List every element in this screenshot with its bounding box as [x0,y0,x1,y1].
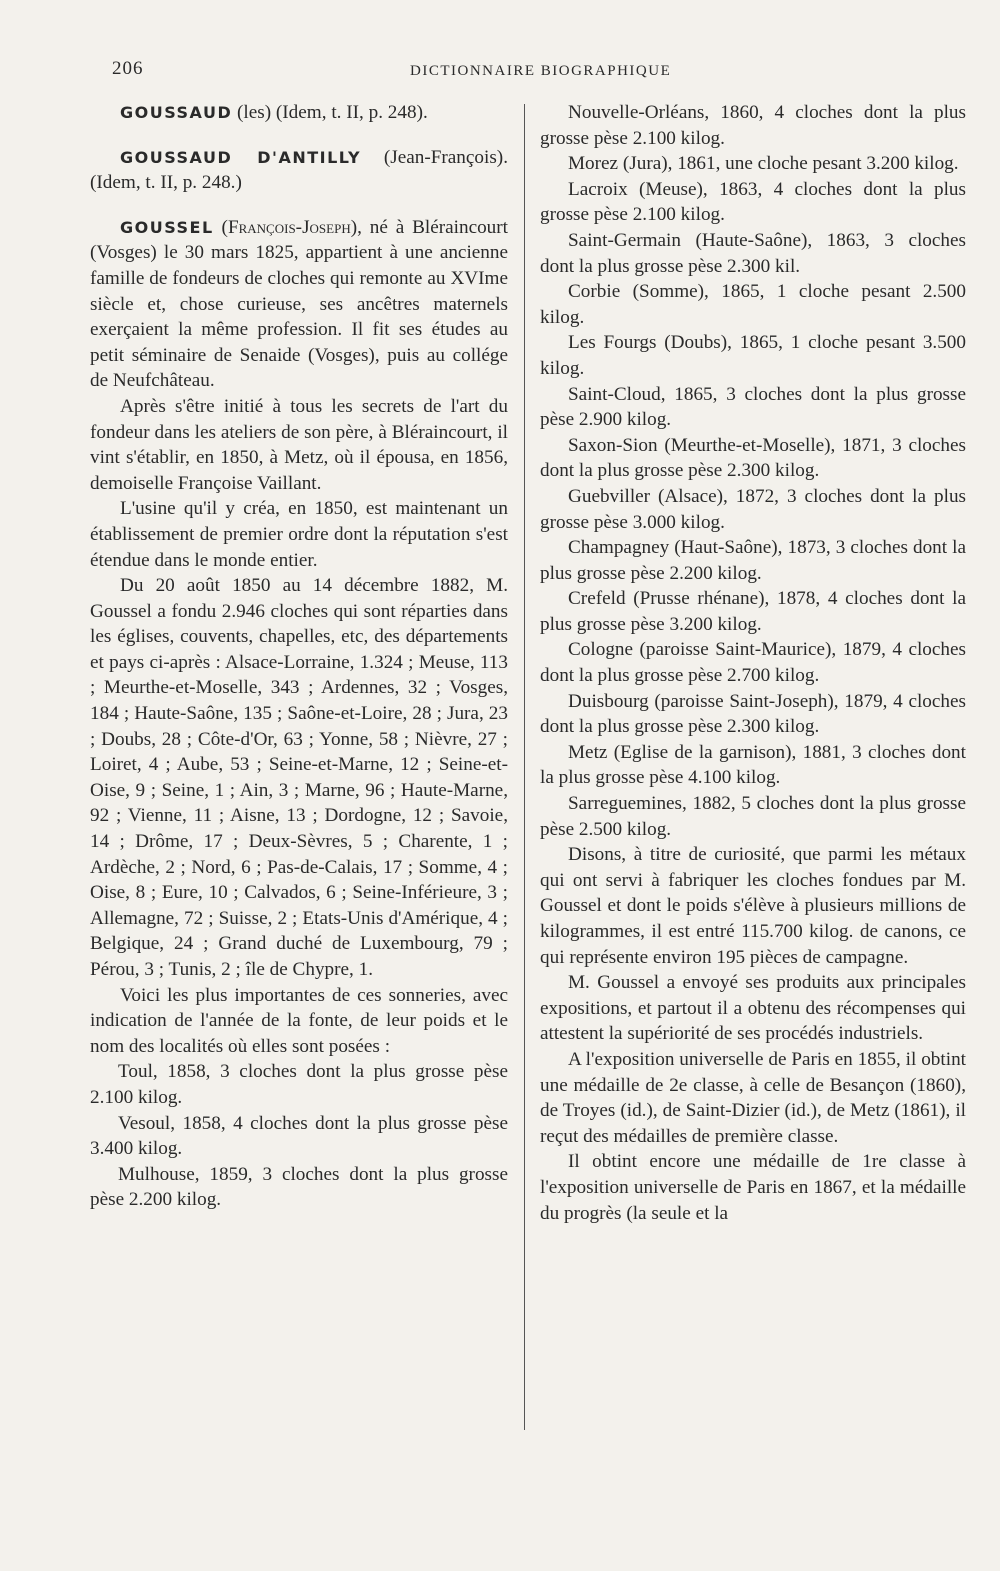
paragraph: Voici les plus importantes de ces sonneries, avec indication de l'année de la fonte, de leur poids et le nom des localités où elles sont posées : [90,984,508,1057]
paragraph: Du 20 août 1850 au 14 décembre 1882, M. Goussel a fondu 2.946 cloches qui sont réparties dans les églises, couvents, chapelles, etc, des départements et pays ci-après : Alsace-Lorraine, 1.324 ; Meuse, 113 ; Meurthe-et-Moselle, 343 ; Ardennes, 32 ; Vosges, 184 ; Haute-Saône, 135 ; Saône-et-Loire, 28 ; Jura, 23 ; Doubs, 28 ; Côte-d'Or, 63 ; Yonne, 58 ; Nièvre, 27 ; Loiret, 4 ; Aube, 53 ; Seine-et-Marne, 12 ; Seine-et-Oise, 9 ; Seine, 1 ; Ain, 3 ; Marne, 96 ; Haute-Marne, 92 ; Vienne, 11 ; Aisne, 13 ; Dordogne, 12 ; Savoie, 14 ; Drôme, 17 ; Deux-Sèvres, 5 ; Charente, 1 ; Ardèche, 2 ; Nord, 6 ; Pas-de-Calais, 17 ; Somme, 4 ; Oise, 8 ; Eure, 10 ; Calvados, 6 ; Seine-Inférieure, 3 ; Allemagne, 72 ; Suisse, 2 ; Etats-Unis d'Amérique, 4 ; Belgique, 24 ; Grand duché de Luxembourg, 79 ; Pérou, 3 ; Tunis, 2 ; île de Chypre, 1. [90,575,508,980]
paragraph: Il obtint encore une médaille de 1re classe à l'exposition universelle de Paris en 1867, et la médaille du progrès (la seule et la [540,1151,966,1224]
bell-list-item: Champagney (Haut-Saône), 1873, 3 cloches dont la plus grosse pèse 2.200 kilog. [540,537,966,584]
entry-name: GOUSSAUD [120,103,233,122]
entry-text: ), né à Bléraincourt (Vosges) le 30 mars 1825, appartient à une ancienne famille de fondeurs de cloches qui remonte au XVIme siècle et, chose curieuse, ses ancêtres maternels exerçaient la même profession. Il fit ses études au petit séminaire de Senaide (Vosges), puis au collége de Neufchâteau. [90,216,508,392]
bell-list-item: Lacroix (Meuse), 1863, 4 cloches dont la plus grosse pèse 2.100 kilog. [540,178,966,226]
bell-list-item: Nouvelle-Orléans, 1860, 4 cloches dont la plus grosse pèse 2.100 kilog. [540,102,966,149]
bell-list-item: Cologne (paroisse Saint-Maurice), 1879, 4 cloches dont la plus grosse pèse 2.700 kilog. [540,639,966,687]
paragraph: L'usine qu'il y créa, en 1850, est maintenant un établissement de premier ordre dont la réputation s'est étendue dans le monde entier. [90,498,508,571]
bell-list-item: Metz (Eglise de la garnison), 1881, 3 cloches dont la plus grosse pèse 4.100 kilog. [540,741,966,789]
bell-list-item: Saxon-Sion (Meurthe-et-Moselle), 1871, 3 cloches dont la plus grosse pèse 2.300 kilog. [540,434,966,482]
page-header [112,58,970,88]
paragraph: M. Goussel a envoyé ses produits aux principales expositions, et partout il a obtenu des récompenses qui attestent la supériorité de ses procédés industriels. [540,972,966,1045]
page-number: 206 [112,58,144,79]
bell-list-item: Vesoul, 1858, 4 cloches dont la plus grosse pèse 3.400 kilog. [90,1112,508,1160]
bell-list-item: Morez (Jura), 1861, une cloche pesant 3.200 kilog. [568,153,959,175]
entry-text: (les) (Idem, t. II, p. 248). [232,102,428,123]
bell-list-item: Saint-Germain (Haute-Saône), 1863, 3 cloches dont la plus grosse pèse 2.300 kil. [540,229,966,277]
running-title: DICTIONNAIRE BIOGRAPHIQUE [410,63,672,79]
entry-text: (Jean-François). (Idem, t. II, p. 248.) [90,146,508,194]
bell-list-item: Crefeld (Prusse rhénane), 1878, 4 cloches dont la plus grosse pèse 3.200 kilog. [540,588,966,635]
entry-goussaud-dantilly [90,145,508,196]
bell-list-item: Toul, 1858, 3 cloches dont la plus grosse pèse 2.100 kilog. [90,1061,508,1108]
right-column [540,100,966,1226]
entry-goussaud [90,100,508,126]
left-column [90,100,508,1213]
paragraph: A l'exposition universelle de Paris en 1855, il obtint une médaille de 2e classe, à celle de Besançon (1860), de Troyes (id.), de Saint-Dizier (id.), de Metz (1861), il reçut des médailles de première classe. [540,1048,966,1147]
column-divider [524,104,525,1430]
bell-list-item: Guebviller (Alsace), 1872, 3 cloches dont la plus grosse pèse 3.000 kilog. [540,485,966,533]
bell-list-item: Mulhouse, 1859, 3 cloches dont la plus grosse pèse 2.200 kilog. [90,1163,508,1211]
entry-name: GOUSSEL [120,217,214,237]
bell-list-item: Saint-Cloud, 1865, 3 cloches dont la plus grosse pèse 2.900 kilog. [540,383,966,431]
entry-first-names: François-Joseph [227,216,351,238]
entry-goussel: GOUSSEL (François-Joseph), né à Bléraincourt (Vosges) le 30 mars 1825, appartient à une ancienne famille de fondeurs de cloches qui remonte au XVIme siècle et, chose curieuse, ses ancêtres maternels exerçaient la même profession. Il fit ses études au petit séminaire de Senaide (Vosges), puis au collége de Neufchâteau. [90,216,508,392]
bell-list-item: Les Fourgs (Doubs), 1865, 1 cloche pesant 3.500 kilog. [540,332,966,379]
paragraph: Après s'être initié à tous les secrets de l'art du fondeur dans les ateliers de son père, à Bléraincourt, il vint s'établir, en 1850, à Metz, où il épousa, en 1856, demoiselle Françoise Vaillant. [90,395,508,494]
entry-name: GOUSSAUD D'ANTILLY [120,147,362,167]
bell-list-item: Sarreguemines, 1882, 5 cloches dont la plus grosse pèse 2.500 kilog. [540,793,966,840]
bell-list-item: Corbie (Somme), 1865, 1 cloche pesant 2.500 kilog. [540,281,966,328]
paragraph: Disons, à titre de curiosité, que parmi les métaux qui ont servi à fabriquer les cloches fondues par M. Goussel et dont le poids s'élève à plusieurs millions de kilogrammes, il est entré 115.700 kilog. de canons, ce qui représente environ 195 pièces de campagne. [540,844,966,968]
bell-list-item: Duisbourg (paroisse Saint-Joseph), 1879, 4 cloches dont la plus grosse pèse 2.300 kilog. [540,690,966,738]
